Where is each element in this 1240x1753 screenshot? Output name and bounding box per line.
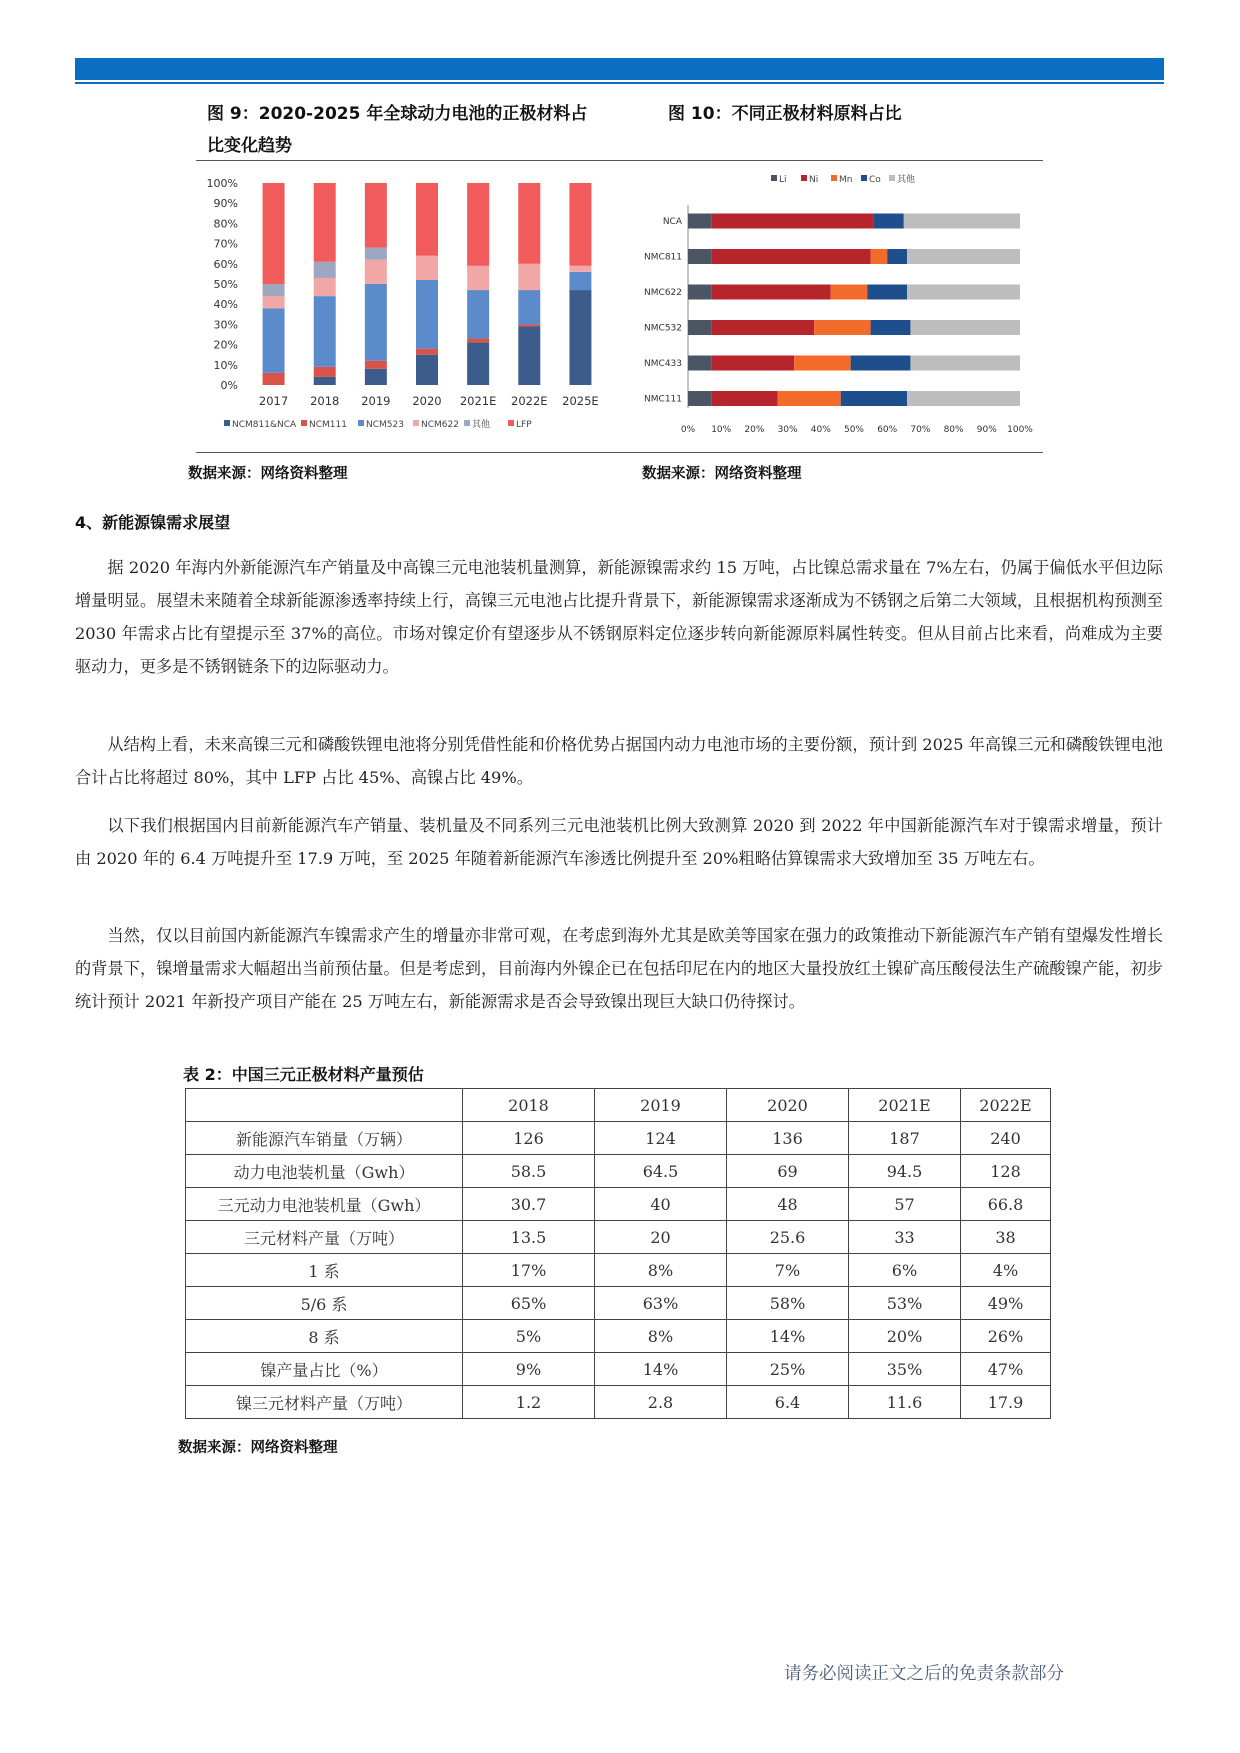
table-cell: 30.7: [463, 1188, 595, 1221]
bar-segment: [794, 356, 850, 371]
table-cell: 58.5: [463, 1155, 595, 1188]
bar-segment: [314, 278, 336, 296]
table-cell: 8%: [595, 1320, 727, 1353]
table-cell: 57: [849, 1188, 961, 1221]
figure9-source: 数据来源：网络资料整理: [188, 466, 348, 482]
x-tick-label: 70%: [910, 425, 931, 435]
disclaimer-footer: 请务必阅读正文之后的免责条款部分: [784, 1664, 1064, 1684]
bar-segment: [907, 285, 1020, 300]
y-tick-label: NMC532: [644, 323, 682, 334]
bar-segment: [467, 339, 489, 343]
legend-label: LFP: [516, 420, 532, 430]
legend-swatch: [358, 420, 364, 426]
y-tick-label: NMC111: [644, 394, 682, 405]
bar-segment: [688, 391, 711, 406]
table-cell: 38: [961, 1221, 1051, 1254]
table-cell: 动力电池装机量（Gwh）: [186, 1155, 463, 1188]
bar-segment: [365, 183, 387, 248]
table-cell: 20: [595, 1221, 727, 1254]
y-tick-label: 40%: [213, 298, 238, 312]
bar-segment: [711, 285, 831, 300]
bar-segment: [904, 214, 1020, 229]
section-heading: 4、新能源镍需求展望: [75, 513, 231, 532]
legend-swatch: [413, 420, 419, 426]
legend-swatch: [889, 175, 895, 181]
table-header-cell: 2021E: [849, 1089, 961, 1122]
bar-segment: [711, 249, 870, 264]
legend-label: Ni: [809, 175, 819, 185]
header-bar: [75, 58, 1164, 80]
table-cell: 25.6: [727, 1221, 849, 1254]
table-cell: 5%: [463, 1320, 595, 1353]
bar-segment: [569, 183, 591, 266]
table-header-cell: 2019: [595, 1089, 727, 1122]
legend-swatch: [801, 175, 807, 181]
bar-segment: [314, 183, 336, 262]
table-cell: 8 系: [186, 1320, 463, 1353]
y-tick-label: NCA: [662, 217, 682, 227]
legend-label: Co: [869, 175, 881, 185]
table-cell: 6%: [849, 1254, 961, 1287]
legend-label: Li: [779, 175, 787, 185]
bar-segment: [314, 296, 336, 367]
bar-segment: [314, 262, 336, 278]
header-rule: [75, 82, 1164, 84]
legend-swatch: [301, 420, 307, 426]
bar-segment: [467, 183, 489, 266]
bar-segment: [569, 266, 591, 272]
y-tick-label: 70%: [213, 237, 238, 251]
legend-swatch: [861, 175, 867, 181]
table-header-cell: 2020: [727, 1089, 849, 1122]
legend-swatch: [224, 420, 230, 426]
x-tick-label: 40%: [810, 425, 831, 435]
bar-segment: [778, 391, 841, 406]
table-cell: 187: [849, 1122, 961, 1155]
table-cell: 47%: [961, 1353, 1051, 1386]
bar-segment: [314, 367, 336, 377]
bar-segment: [365, 248, 387, 260]
table-cell: 5/6 系: [186, 1287, 463, 1320]
x-tick-label: 2018: [310, 394, 340, 408]
cathode-share-chart: [196, 165, 616, 450]
x-tick-label: 10%: [711, 425, 732, 435]
bar-segment: [887, 249, 907, 264]
y-tick-label: 30%: [213, 318, 238, 332]
legend-swatch: [508, 420, 514, 426]
table-cell: 124: [595, 1122, 727, 1155]
table-cell: 53%: [849, 1287, 961, 1320]
table2-title: 表 2：中国三元正极材料产量预估: [183, 1065, 424, 1084]
bar-segment: [871, 320, 911, 335]
paragraph-1: 据 2020 年海内外新能源汽车产销量及中高镍三元电池装机量测算，新能源镍需求约 15 万吨，占比镍总需求量在 7%左右，仍属于偏低水平但边际增量明显。展望未来随着全球新能源渗透率持续上行，高镍三元电池占比提升背景下，新能源镍需求逐渐成为不锈钢之后第二大领域，且根据机构预测至 2030 年需求占比有望提示至 37%的高位。市场对镍定价有望逐步从不锈钢原料定位逐步转向新能源原料属性转变。但从目前占比来看，尚难成为主要驱动力，更多是不锈钢链条下的边际驱动力。: [75, 558, 1163, 676]
x-tick-label: 30%: [777, 425, 798, 435]
bar-segment: [688, 356, 711, 371]
bar-segment: [871, 249, 888, 264]
table-row: [186, 1287, 1051, 1320]
table-cell: 13.5: [463, 1221, 595, 1254]
bar-segment: [416, 183, 438, 256]
table-row: [186, 1155, 1051, 1188]
table-cell: 128: [961, 1155, 1051, 1188]
raw-material-share-chart: [618, 165, 1043, 450]
table-row: [186, 1386, 1051, 1419]
bar-segment: [910, 356, 1020, 371]
y-tick-label: 10%: [213, 358, 238, 372]
bar-segment: [711, 356, 794, 371]
bar-segment: [841, 391, 907, 406]
x-tick-label: 100%: [1007, 425, 1033, 435]
table-cell: 9%: [463, 1353, 595, 1386]
table-cell: 1.2: [463, 1386, 595, 1419]
table-cell: 136: [727, 1122, 849, 1155]
table-row: [186, 1122, 1051, 1155]
x-tick-label: 2019: [361, 394, 391, 408]
table-cell: 240: [961, 1122, 1051, 1155]
bar-segment: [688, 285, 711, 300]
table-row: [186, 1188, 1051, 1221]
table-cell: 63%: [595, 1287, 727, 1320]
bar-segment: [467, 343, 489, 385]
bar-segment: [711, 391, 777, 406]
bar-segment: [688, 249, 711, 264]
legend-swatch: [464, 420, 470, 426]
bar-segment: [263, 308, 285, 373]
bar-segment: [867, 285, 907, 300]
bar-segment: [365, 361, 387, 369]
x-tick-label: 60%: [877, 425, 898, 435]
bar-segment: [831, 285, 868, 300]
table-cell: 65%: [463, 1287, 595, 1320]
y-tick-label: 90%: [213, 197, 238, 211]
y-tick-label: 100%: [206, 177, 238, 190]
bar-segment: [365, 260, 387, 284]
bar-segment: [263, 373, 285, 385]
legend-swatch: [831, 175, 837, 181]
table-cell: 7%: [727, 1254, 849, 1287]
figure10-title: 图 10：不同正极材料原料占比: [668, 104, 902, 124]
x-tick-label: 2022E: [511, 394, 548, 408]
table-cell: 17%: [463, 1254, 595, 1287]
bar-segment: [416, 256, 438, 280]
x-tick-label: 2017: [258, 394, 289, 408]
table-row: [186, 1254, 1051, 1287]
bar-segment: [874, 214, 904, 229]
table-cell: 25%: [727, 1353, 849, 1386]
bar-segment: [907, 391, 1020, 406]
table-cell: 17.9: [961, 1386, 1051, 1419]
table-cell: 三元材料产量（万吨）: [186, 1221, 463, 1254]
y-tick-label: 80%: [213, 217, 238, 231]
x-tick-label: 20%: [744, 425, 765, 435]
table-cell: 94.5: [849, 1155, 961, 1188]
bar-segment: [851, 356, 911, 371]
figure9-title-line2: 比变化趋势: [207, 136, 292, 156]
paragraph-4: 当然，仅以目前国内新能源汽车镍需求产生的增量亦非常可观，在考虑到海外尤其是欧美等国家在强力的政策推动下新能源汽车产销有望爆发性增长的背景下，镍增量需求大幅超出当前预估量。但是考虑到，目前海内外镍企已在包括印尼在内的地区大量投放红土镍矿高压酸侵法生产硫酸镍产能，初步统计预计 2021 年新投产项目产能在 25 万吨左右，新能源需求是否会导致镍出现巨大缺口仍待探讨。: [75, 926, 1163, 1011]
bar-segment: [711, 214, 874, 229]
table-cell: 33: [849, 1221, 961, 1254]
figure9-title-line1: 图 9：2020-2025 年全球动力电池的正极材料占: [207, 104, 588, 124]
paragraph-2: 从结构上看，未来高镍三元和磷酸铁锂电池将分别凭借性能和价格优势占据国内动力电池市场的主要份额，预计到 2025 年高镍三元和磷酸铁锂电池合计占比将超过 80%，其中 LFP 占比 45%、高镍占比 49%。: [75, 735, 1163, 787]
table-header-cell: 2018: [463, 1089, 595, 1122]
legend-label: NCM811&NCA: [232, 420, 297, 430]
table-cell: 8%: [595, 1254, 727, 1287]
table-cell: 64.5: [595, 1155, 727, 1188]
table-cell: 48: [727, 1188, 849, 1221]
table-cell: 35%: [849, 1353, 961, 1386]
bar-segment: [688, 320, 711, 335]
y-tick-label: 0%: [220, 379, 238, 392]
table-cell: 6.4: [727, 1386, 849, 1419]
bar-segment: [569, 272, 591, 290]
bar-segment: [711, 320, 814, 335]
x-tick-label: 50%: [843, 425, 865, 435]
nickel-production-table: [185, 1088, 1051, 1419]
figure-top-rule: [196, 160, 1043, 161]
table-cell: 镍产量占比（%）: [186, 1353, 463, 1386]
bar-segment: [907, 249, 1020, 264]
bar-segment: [814, 320, 870, 335]
bar-segment: [518, 324, 540, 326]
bar-segment: [518, 326, 540, 385]
bar-segment: [365, 369, 387, 385]
figure10-source: 数据来源：网络资料整理: [642, 466, 802, 482]
bar-segment: [416, 280, 438, 349]
table2-source: 数据来源：网络资料整理: [178, 1440, 338, 1456]
table-header-cell: 2022E: [961, 1089, 1051, 1122]
y-tick-label: NMC811: [644, 252, 682, 263]
table-cell: 14%: [595, 1353, 727, 1386]
table-row: [186, 1221, 1051, 1254]
legend-label: NCM622: [421, 420, 459, 430]
figure-bottom-rule: [196, 452, 1043, 453]
legend-label: Mn: [839, 175, 853, 185]
bar-segment: [688, 214, 711, 229]
y-tick-label: 20%: [213, 338, 238, 352]
x-tick-label: 0%: [680, 425, 696, 435]
x-tick-label: 80%: [943, 425, 964, 435]
table-cell: 14%: [727, 1320, 849, 1353]
table-cell: 2.8: [595, 1386, 727, 1419]
table-cell: 66.8: [961, 1188, 1051, 1221]
bar-segment: [518, 290, 540, 324]
bar-segment: [467, 290, 489, 338]
legend-label: 其他: [472, 420, 491, 430]
x-tick-label: 2025E: [562, 394, 599, 408]
bar-segment: [518, 264, 540, 290]
y-tick-label: 60%: [213, 257, 238, 271]
bar-segment: [416, 355, 438, 385]
table-cell: 4%: [961, 1254, 1051, 1287]
table-cell: 40: [595, 1188, 727, 1221]
table-header-row: [186, 1089, 1051, 1122]
paragraph-3: 以下我们根据国内目前新能源汽车产销量、装机量及不同系列三元电池装机比例大致测算 2020 到 2022 年中国新能源汽车对于镍需求增量，预计由 2020 年的 6.4 万吨提升至 17.9 万吨，至 2025 年随着新能源汽车渗透比例提升至 20%粗略估算镍需求大致增加至 35 万吨左右。: [75, 816, 1163, 868]
table-cell: 11.6: [849, 1386, 961, 1419]
bar-segment: [416, 349, 438, 355]
table-cell: 69: [727, 1155, 849, 1188]
bar-segment: [263, 296, 285, 308]
table-cell: 镍三元材料产量（万吨）: [186, 1386, 463, 1419]
bar-segment: [314, 377, 336, 385]
legend-label: NCM523: [366, 420, 404, 430]
bar-segment: [365, 284, 387, 361]
legend-swatch: [771, 175, 777, 181]
table-header-cell: [186, 1089, 463, 1122]
table-cell: 26%: [961, 1320, 1051, 1353]
table-cell: 1 系: [186, 1254, 463, 1287]
bar-segment: [518, 183, 540, 264]
bar-segment: [569, 290, 591, 385]
y-tick-label: NMC622: [644, 288, 682, 298]
bar-segment: [263, 284, 285, 296]
table-cell: 20%: [849, 1320, 961, 1353]
y-tick-label: 50%: [213, 278, 238, 291]
legend-label: NCM111: [309, 420, 347, 430]
table-row: [186, 1320, 1051, 1353]
table-cell: 三元动力电池装机量（Gwh）: [186, 1188, 463, 1221]
bar-segment: [263, 183, 285, 284]
bar-segment: [910, 320, 1020, 335]
table-cell: 新能源汽车销量（万辆）: [186, 1122, 463, 1155]
legend-label: 其他: [897, 175, 916, 185]
table-cell: 126: [463, 1122, 595, 1155]
y-tick-label: NMC433: [644, 359, 682, 369]
x-tick-label: 2021E: [459, 394, 497, 408]
x-tick-label: 90%: [976, 425, 997, 435]
table-cell: 58%: [727, 1287, 849, 1320]
bar-segment: [467, 266, 489, 290]
table-cell: 49%: [961, 1287, 1051, 1320]
x-tick-label: 2020: [412, 394, 442, 408]
figure9-title: [207, 98, 587, 162]
table-row: [186, 1353, 1051, 1386]
